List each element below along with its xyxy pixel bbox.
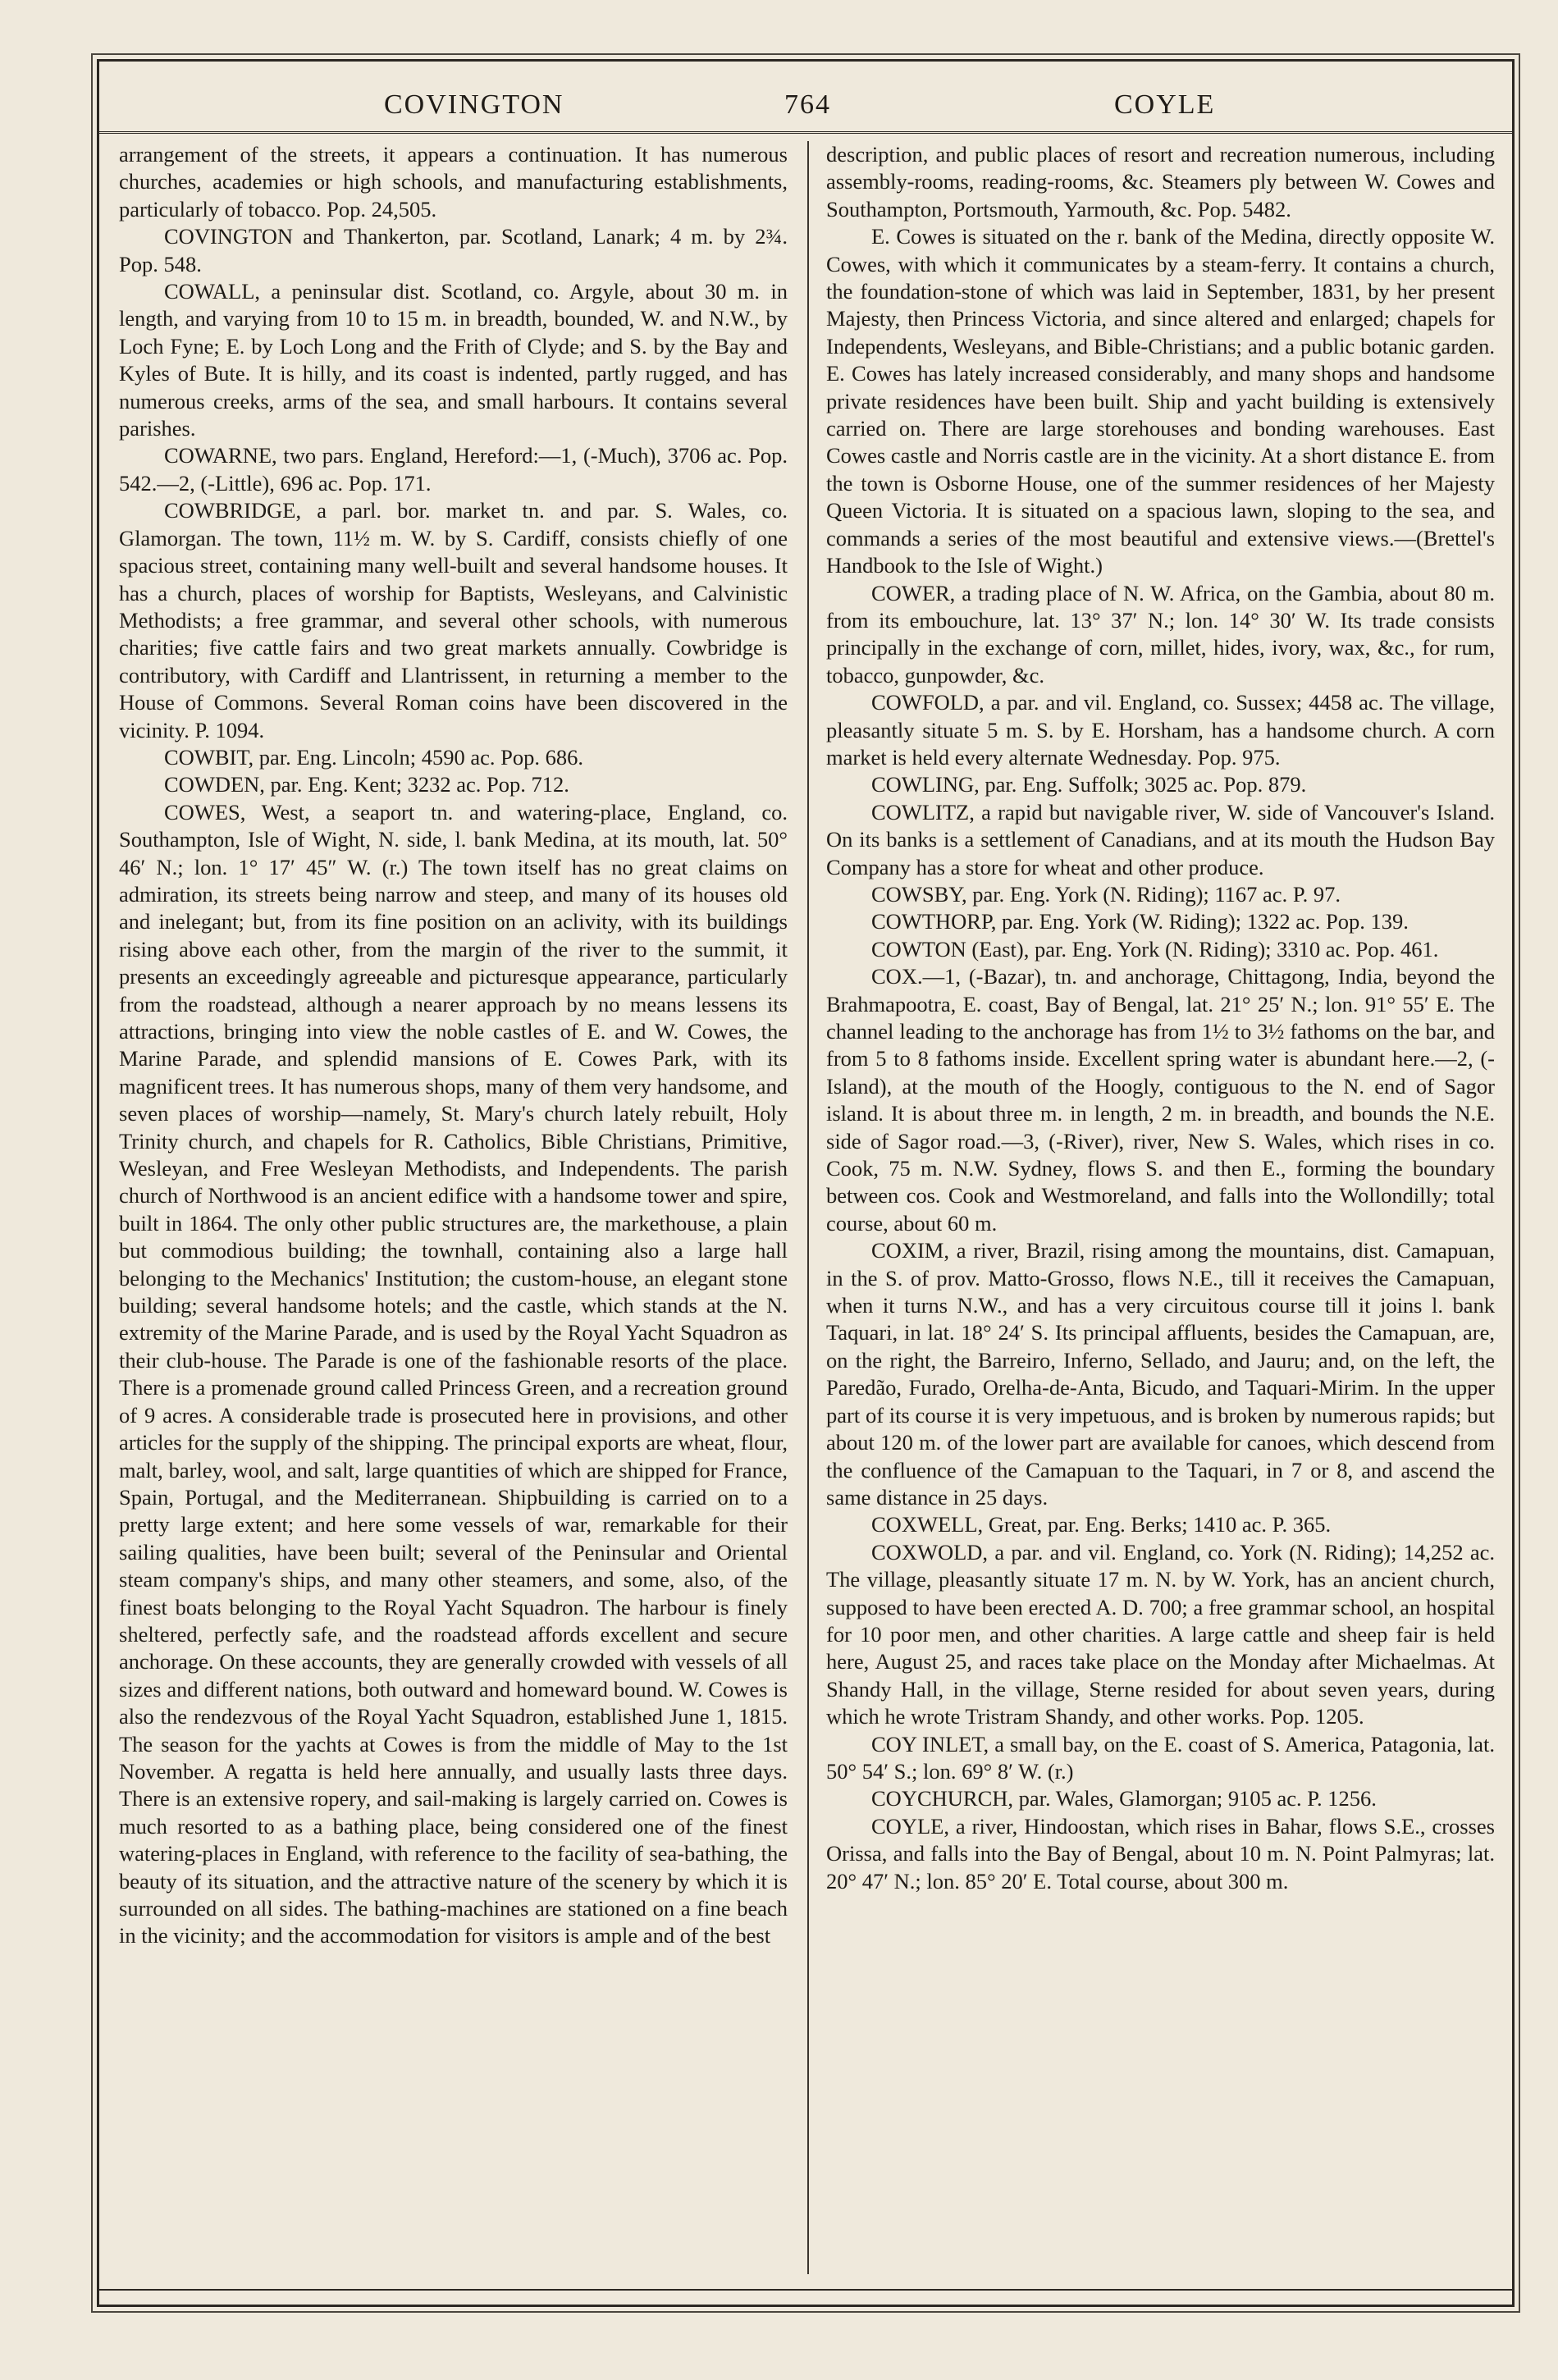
running-head — [97, 78, 1515, 127]
left-column — [119, 141, 788, 1950]
entry-cowton: COWTON (East), par. Eng. York (N. Riding); 3310 ac. Pop. 461. — [871, 936, 1439, 962]
header-last-word: COYLE — [1114, 89, 1216, 120]
page-number: 764 — [784, 89, 831, 120]
column-divider — [807, 141, 809, 2274]
entry-cowarne: COWARNE, two pars. England, Hereford:—1, (-Much), 3706 ac. Pop. 542.—2, (-Little), 696 ac. Pop. 171. — [119, 443, 788, 496]
entry-covington-cont: arrangement of the streets, it appears a continuation. It has numerous churches, academies or high schools, and manufacturing establishments, particularly of tobacco. Pop. 24,505. — [119, 142, 788, 222]
entry-cower: COWER, a trading place of N. W. Africa, on the Gambia, about 80 m. from its embouchure, lat. 13° 37′ N.; lon. 14° 30′ W. Its trade consists principally in the exchange of corn, millet, hides, ivory, wax, &c., for rum, tobacco, gunpowder, &c. — [826, 580, 1495, 688]
entry-cowbit: COWBIT, par. Eng. Lincoln; 4590 ac. Pop. 686. — [164, 744, 584, 770]
entry-cowsby: COWSBY, par. Eng. York (N. Riding); 1167 ac. P. 97. — [871, 881, 1341, 907]
entry-covington-thankerton: COVINGTON and Thankerton, par. Scotland, Lanark; 4 m. by 2¾. Pop. 548. — [119, 224, 788, 276]
entry-cowfold: COWFOLD, a par. and vil. England, co. Sussex; 4458 ac. The village, pleasantly situate 5 m. S. by E. Horsham, has a handsome church. A corn market is held every alternate Wednesday. Pop. 975. — [826, 690, 1495, 770]
entry-coxwold: COXWOLD, a par. and vil. England, co. York (N. Riding); 14,252 ac. The village, pleasantly situate 17 m. N. by W. York, has an ancient church, supposed to have been erected A. D. 700; a free grammar school, an hospital for 10 poor men, and other charities. A large cattle and sheep fair is held here, August 25, and races take place on the Monday after Michaelmas. At Shandy Hall, in the village, Sterne resided for about seven years, during which he wrote Tristram Shandy, and other works. Pop. 1205. — [826, 1539, 1495, 1729]
entry-cowling: COWLING, par. Eng. Suffolk; 3025 ac. Pop. 879. — [871, 772, 1307, 797]
entry-coxim: COXIM, a river, Brazil, rising among the mountains, dist. Camapuan, in the S. of prov. Matto-Grosso, flows N.E., till it receives the Camapuan, when it turns N.W., and has a very circuitous course till it joins l. bank Taquari, in lat. 18° 24′ S. Its principal affluents, besides the Camapuan, are, on the right, the Barreiro, Inferno, Sellado, and Jauru; and, on the left, the Paredão, Furado, Orelha-de-Anta, Bicudo, and Taquari-Mirim. In the upper part of its course it is very impetuous, and is broken by numerous rapids; but about 120 m. of the lower part are available for canoes, which descend from the confluence of the Camapuan to the Taquari, in 7 or 8, and ascend the same distance in 25 days. — [826, 1238, 1495, 1510]
entry-cowes-west: COWES, West, a seaport tn. and watering-place, England, co. Southampton, Isle of Wight, N. side, l. bank Medina, at its mouth, lat. 50° 46′ N.; lon. 1° 17′ 45″ W. (r.) The town itself has no great claims on admiration, its streets being narrow and steep, and many of its houses old and inelegant; but, from its fine position on an aclivity, with its buildings rising above each other, from the margin of the river to the summit, it presents an exceedingly agreeable and picturesque appearance, particularly from the roadstead, although a nearer approach by no means lessens its attractions, bringing into view the noble castles of E. and W. Cowes, the Marine Parade, and splendid mansions of E. Cowes Park, with its magnificent trees. It has numerous shops, many of them very handsome, and seven places of worship—namely, St. Mary's church lately rebuilt, Holy Trinity church, and chapels for R. Catholics, Bible Christians, Primitive, Wesleyan, and Free Wesleyan Methodists, and Independents. The parish church of Northwood is an ancient edifice with a handsome tower and spire, built in 1864. The only other public structures are, the markethouse, a plain but commodious building; the townhall, containing also a large hall belonging to the Mechanics' Institution; the custom-house, an elegant stone building; several handsome hotels; and the castle, which stands at the N. extremity of the Marine Parade, and is used by the Royal Yacht Squadron as their club-house. The Parade is one of the fashionable resorts of the place. There is a promenade ground called Princess Green, and a recreation ground of 9 acres. A considerable trade is prosecuted here in provisions, and other articles for the supply of the shipping. The principal exports are wheat, flour, malt, barley, wool, and salt, large quantities of which are shipped for France, Spain, Portugal, and the Mediterranean. Shipbuilding is carried on to a pretty large extent; and here some vessels of war, remarkable for their sailing qualities, have been built; several of the Peninsular and Oriental steam company's ships, and many other steamers, and some, also, of the finest boats belonging to the Royal Yacht Squadron. The harbour is finely sheltered, perfectly safe, and the roadstead affords excellent and secure anchorage. On these accounts, they are generally crowded with vessels of all sizes and different nations, both outward and homeward bound. W. Cowes is also the rendezvous of the Royal Yacht Squadron, established June 1, 1815. The season for the yachts at Cowes is from the middle of May to the 1st November. A regatta is held here annually, and usually lasts three days. There is an extensive ropery, and sail-making is largely carried on. Cowes is much resorted to as a bathing place, being considered one of the finest watering-places in England, with reference to the facility of sea-bathing, the beauty of its situation, and the attractive nature of the scenery by which it is surrounded on all sides. The bathing-machines are stationed on a fine beach in the vicinity; and the accommodation for visitors is ample and of the best — [119, 799, 788, 1948]
header-first-word: COVINGTON — [384, 89, 564, 120]
text-columns — [119, 141, 1497, 2291]
entry-cowes-cont: description, and public places of resort and recreation numerous, including assembly-rooms, reading-rooms, &c. Steamers ply between W. Cowes and Southampton, Portsmouth, Yarmouth, &c. Pop. 5482. — [826, 142, 1495, 222]
entry-coyle: COYLE, a river, Hindoostan, which rises in Bahar, flows S.E., crosses Orissa, and falls into the Bay of Bengal, about 10 m. N. Point Palmyras; lat. 20° 47′ N.; lon. 85° 20′ E. Total course, about 300 m. — [826, 1813, 1495, 1893]
entry-cowbridge: COWBRIDGE, a parl. bor. market tn. and par. S. Wales, co. Glamorgan. The town, 11½ m. W. by S. Cardiff, consists chiefly of one spacious street, containing many well-built and several handsome houses. It has a church, places of worship for Baptists, Wesleyans, and Calvinistic Methodists; a free grammar, and several other schools, with numerous charities; five cattle fairs and two great markets annually. Cowbridge is contributory, with Cardiff and Llantrissent, in returning a member to the House of Commons. Several Roman coins have been discovered in the vicinity. P. 1094. — [119, 498, 788, 742]
entry-coxwell: COXWELL, Great, par. Eng. Berks; 1410 ac. P. 365. — [871, 1512, 1332, 1537]
footer-rule — [97, 2289, 1515, 2291]
entry-coy-inlet: COY INLET, a small bay, on the E. coast of S. America, Patagonia, lat. 50° 54′ S.; lon. 69° 8′ W. (r.) — [826, 1731, 1495, 1784]
entry-coychurch: COYCHURCH, par. Wales, Glamorgan; 9105 ac. P. 1256. — [871, 1786, 1377, 1811]
right-column — [826, 141, 1495, 1895]
entry-cowes-east: E. Cowes is situated on the r. bank of the Medina, directly opposite W. Cowes, with which it communicates by a steam-ferry. It contains a church, the foundation-stone of which was laid in September, 1831, by her present Majesty, then Princess Victoria, and since altered and enlarged; chapels for Independents, Wesleyans, and Bible-Christians; and a public botanic garden. E. Cowes has lately increased considerably, and many shops and handsome private residences have been built. Ship and yacht building is extensively carried on. There are large storehouses and bonding warehouses. East Cowes castle and Norris castle are in the vicinity. At a short distance E. from the town is Osborne House, one of the summer residences of her Majesty Queen Victoria. It is situated on a spacious lawn, sloping to the sea, and commands a series of the most beautiful and extensive views.—(Brettel's Handbook to the Isle of Wight.) — [826, 224, 1495, 578]
entry-cox: COX.—1, (-Bazar), tn. and anchorage, Chittagong, India, beyond the Brahmapootra, E. coast, Bay of Bengal, lat. 21° 25′ N.; lon. 91° 55′ E. The channel leading to the anchorage has from 1½ to 3½ fathoms on the bar, and from 5 to 8 fathoms inside. Excellent spring water is abundant here.—2, (-Island), at the mouth of the Hoogly, contiguous to the N. end of Sagor island. It is about three m. in length, 2 m. in breadth, and bounds the N.E. side of Sagor road.—3, (-River), river, New S. Wales, which rises in co. Cook, 75 m. N.W. Sydney, flows S. and then E., forming the boundary between cos. Cook and Westmoreland, and falls into the Wollondilly; total course, about 60 m. — [826, 964, 1495, 1236]
entry-cowthorp: COWTHORP, par. Eng. York (W. Riding); 1322 ac. Pop. 139. — [871, 909, 1409, 934]
entry-cowall: COWALL, a peninsular dist. Scotland, co. Argyle, about 30 m. in length, and varying from 10 to 15 m. in breadth, bounded, W. and N.W., by Loch Fyne; E. by Loch Long and the Frith of Clyde; and S. by the Bay and Kyles of Bute. It is hilly, and its coast is indented, partly rugged, and has numerous creeks, arms of the sea, and small harbours. It contains several parishes. — [119, 279, 788, 441]
header-rule — [97, 131, 1515, 137]
entry-cowden: COWDEN, par. Eng. Kent; 3232 ac. Pop. 712. — [164, 772, 569, 797]
entry-cowlitz: COWLITZ, a rapid but navigable river, W. side of Vancouver's Island. On its banks is a settlement of Canadians, and at its mouth the Hudson Bay Company has a store for wheat and other produce. — [826, 799, 1495, 879]
